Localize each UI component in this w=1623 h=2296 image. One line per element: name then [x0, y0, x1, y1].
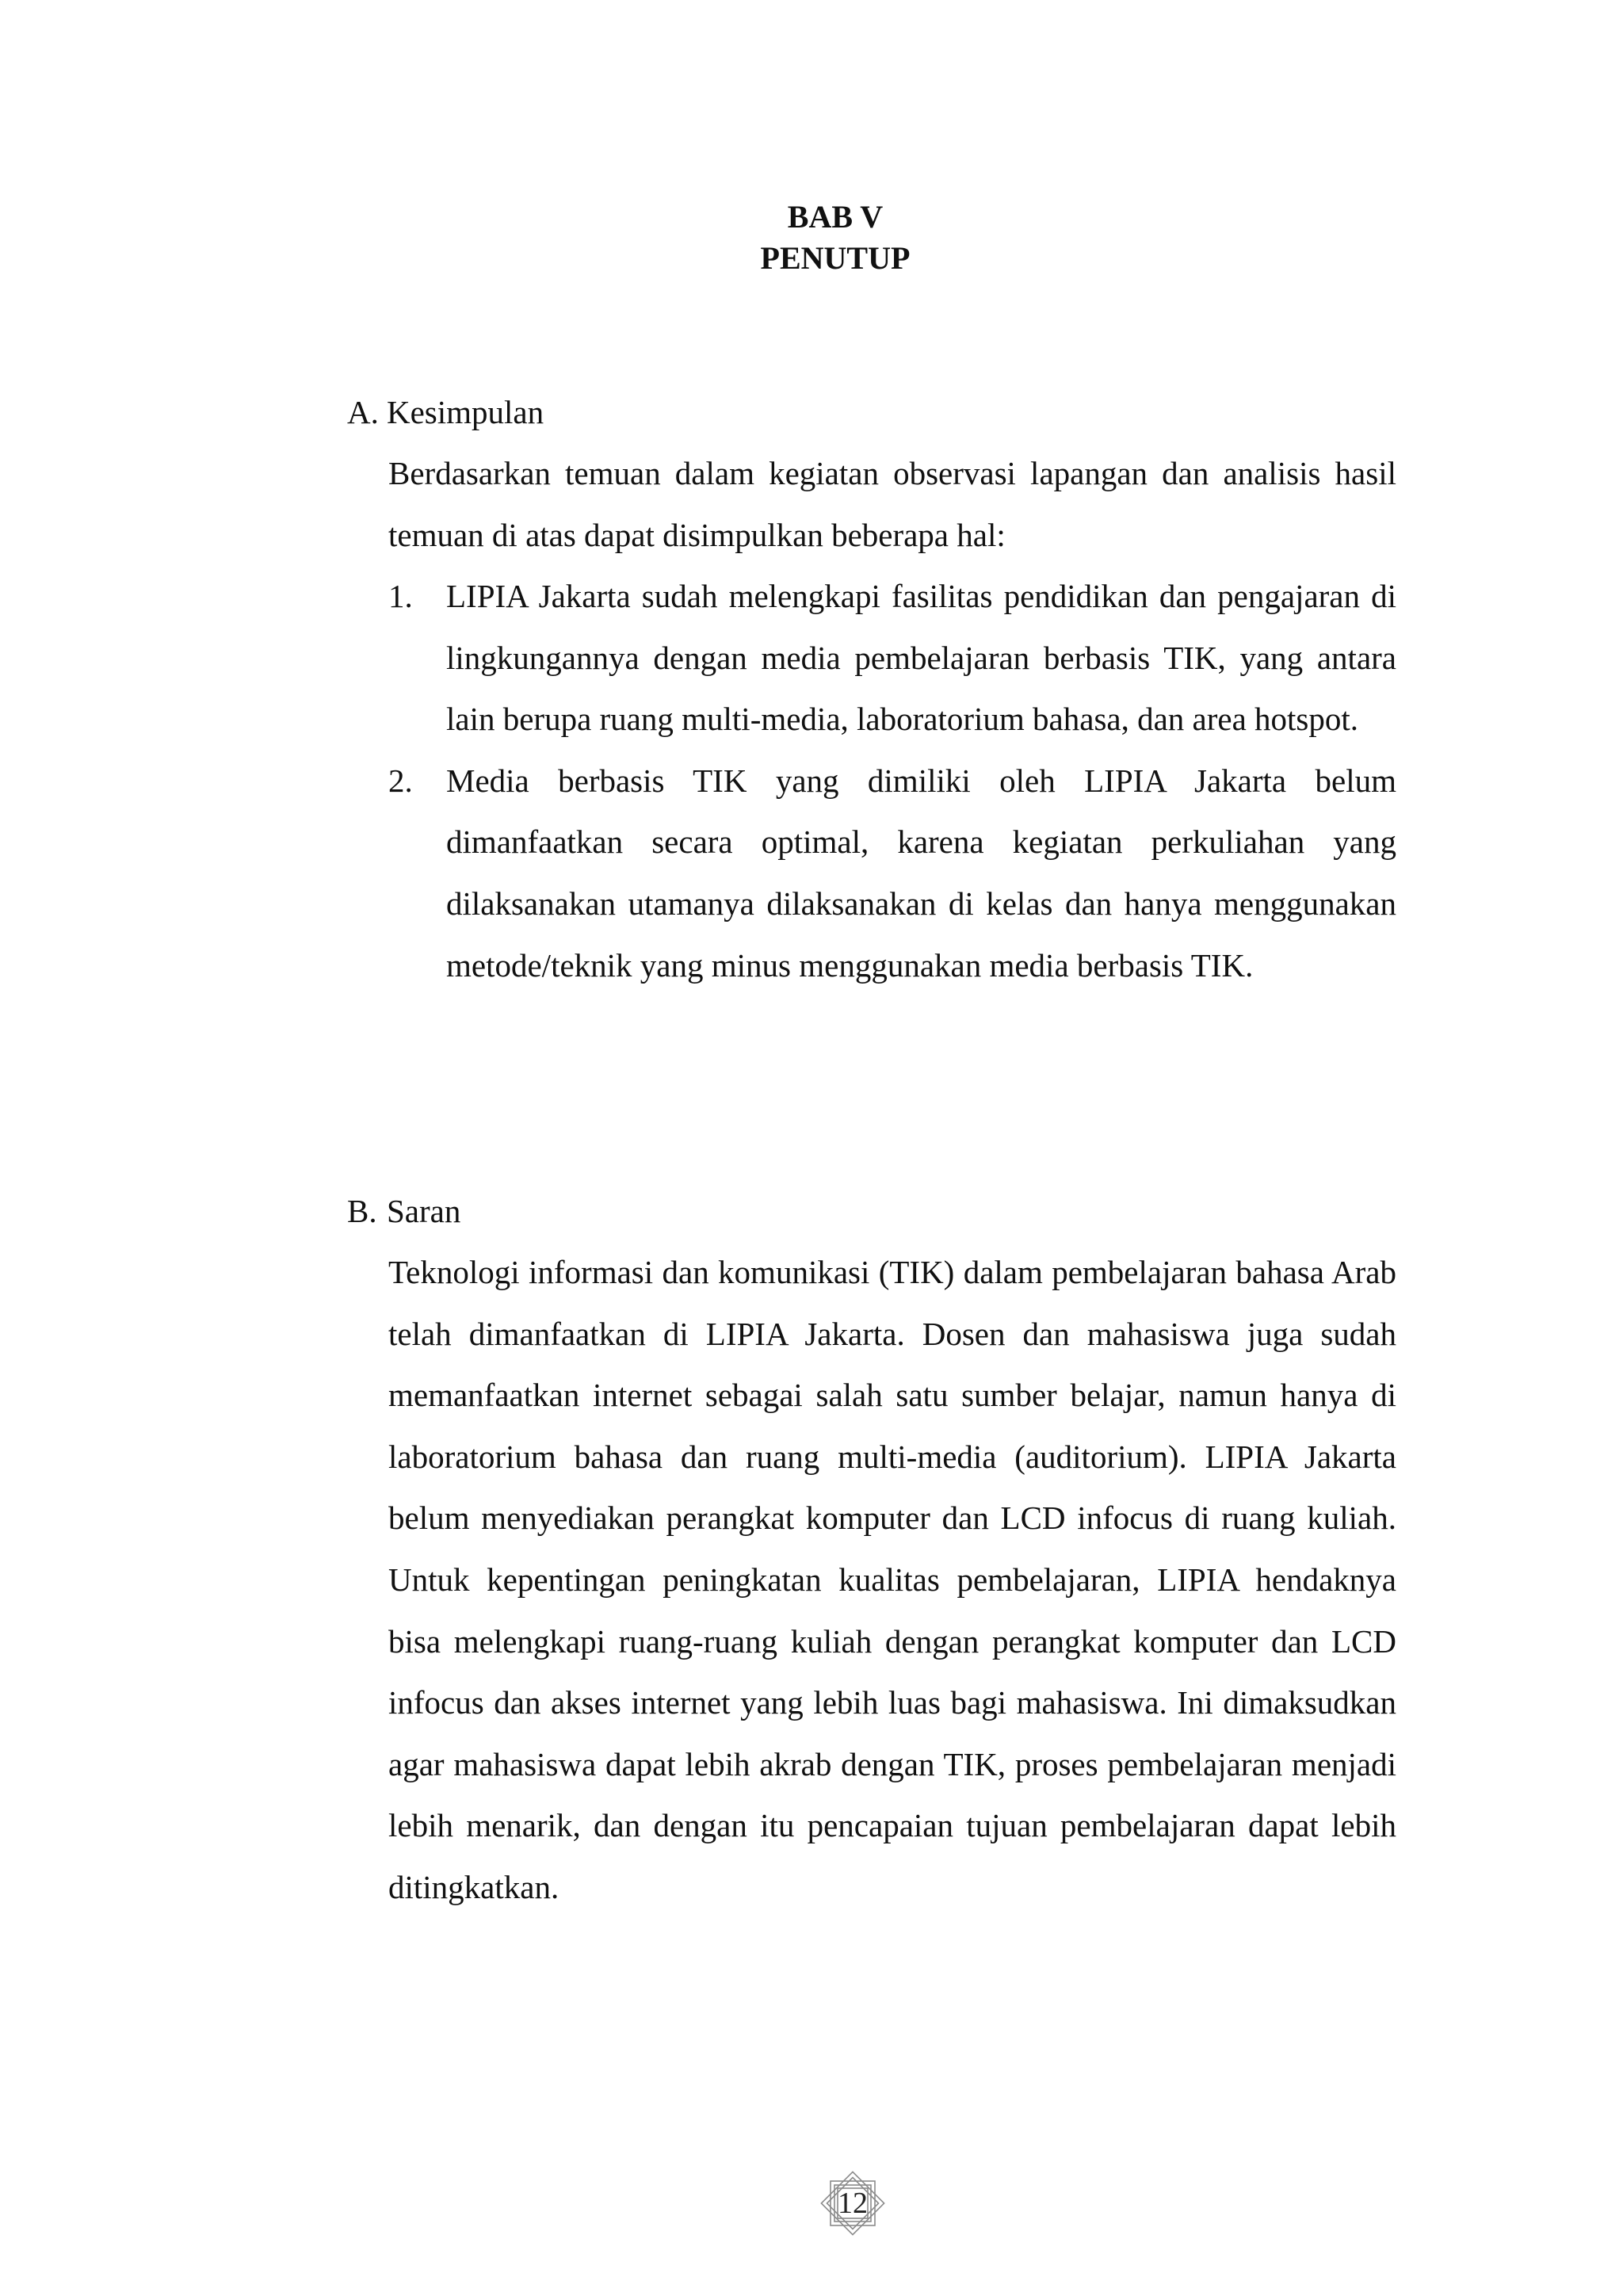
section-heading-saran	[347, 1190, 460, 1232]
list-item-text: LIPIA Jakarta sudah melengkapi fasilitas pendidikan dan pengajaran di lingkungannya dengan media pembelajaran berbasis TIK, yang antara lain berupa ruang multi-media, laboratorium bahasa, dan area hotspot.	[446, 578, 1396, 738]
page-number-ornament	[813, 2164, 892, 2243]
kesimpulan-list	[388, 566, 1396, 996]
chapter-number: BAB V	[787, 199, 884, 235]
list-item-number: 1.	[388, 578, 413, 614]
section-heading-kesimpulan	[347, 392, 544, 433]
saran-paragraph: Teknologi informasi dan komunikasi (TIK) dalam pembelajaran bahasa Arab telah dimanfaatkan di LIPIA Jakarta. Dosen dan mahasiswa juga sudah memanfaatkan internet sebagai salah satu sumber belajar, namun hanya di laboratorium bahasa dan ruang multi-media (auditorium). LIPIA Jakarta belum menyediakan perangkat komputer dan LCD infocus di ruang kuliah. Untuk kepentingan peningkatan kualitas pembelajaran, LIPIA hendaknya bisa melengkapi ruang-ruang kuliah dengan perangkat komputer dan LCD infocus dan akses internet yang lebih luas bagi mahasiswa. Ini dimaksudkan agar mahasiswa dapat lebih akrab dengan TIK, proses pembelajaran menjadi lebih menarik, dan dengan itu pencapaian tujuan pembelajaran dapat lebih ditingkatkan.	[388, 1254, 1396, 1905]
section-marker: A.	[347, 394, 379, 430]
chapter-title: PENUTUP	[760, 240, 911, 276]
kesimpulan-intro-paragraph: Berdasarkan temuan dalam kegiatan observasi lapangan dan analisis hasil temuan di atas dapat disimpulkan beberapa hal:	[388, 455, 1396, 553]
list-item-number: 2.	[388, 762, 413, 799]
list-item	[388, 566, 1396, 751]
list-item	[388, 751, 1396, 996]
page-number: 12	[838, 2187, 868, 2220]
section-title: Kesimpulan	[387, 394, 544, 430]
section-marker: B.	[347, 1193, 377, 1229]
chapter-heading	[0, 197, 1623, 279]
list-item-text: Media berbasis TIK yang dimiliki oleh LIPIA Jakarta belum dimanfaatkan secara optimal, karena kegiatan perkuliahan yang dilaksanakan utamanya dilaksanakan di kelas dan hanya menggunakan metode/teknik yang minus menggunakan media berbasis TIK.	[446, 762, 1396, 984]
section-title: Saran	[387, 1193, 461, 1229]
